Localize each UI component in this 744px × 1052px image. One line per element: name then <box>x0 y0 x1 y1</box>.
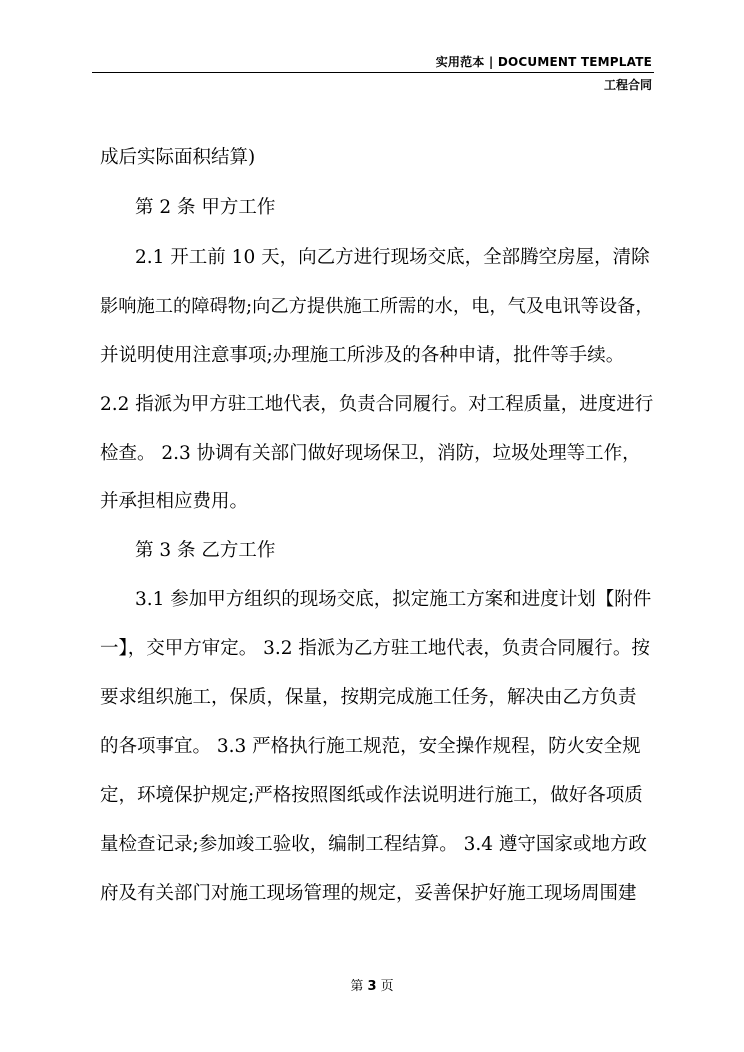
header-divider <box>92 72 654 73</box>
page-number <box>0 975 744 994</box>
paragraph-line: 成后实际面积结算) <box>100 147 256 168</box>
paragraph-line: 2.1 开工前 10 天，向乙方进行现场交底，全部腾空房屋，清除 <box>135 247 650 268</box>
header-title: 实用范本 | DOCUMENT TEMPLATE <box>435 55 652 69</box>
header-subtitle: 工程合同 <box>603 78 652 92</box>
paragraph-line: 一】，交甲方审定。 3.2 指派为乙方驻工地代表，负责合同履行。按 <box>100 638 650 659</box>
paragraph-line: 2.2 指派为甲方驻工地代表，负责合同履行。对工程质量，进度进行 <box>100 394 654 415</box>
paragraph-line: 并承担相应费用。 <box>100 491 249 512</box>
paragraph-line: 并说明使用注意事项;办理施工所涉及的各种申请，批件等手续。 <box>100 345 625 366</box>
section-heading: 第 2 条 甲方工作 <box>135 197 276 218</box>
paragraph-line: 影响施工的障碍物;向乙方提供施工所需的水，电，气及电讯等设备， <box>100 296 654 317</box>
paragraph-line: 量检查记录;参加竣工验收，编制工程结算。 3.4 遵守国家或地方政 <box>100 834 647 855</box>
paragraph-line: 定，环境保护规定;严格按照图纸或作法说明进行施工，做好各项质 <box>100 785 643 806</box>
paragraph-line: 的各项事宜。 3.3 严格执行施工规范，安全操作规程，防火安全规 <box>100 736 641 757</box>
paragraph-line: 3.1 参加甲方组织的现场交底，拟定施工方案和进度计划【附件 <box>135 589 652 610</box>
page-number-prefix: 第 <box>350 979 364 994</box>
page-number-value: 3 <box>367 979 377 994</box>
section-heading: 第 3 条 乙方工作 <box>135 540 276 561</box>
paragraph-line: 检查。 2.3 协调有关部门做好现场保卫，消防，垃圾处理等工作， <box>100 443 641 464</box>
page-number-suffix: 页 <box>380 979 394 994</box>
paragraph-line: 要求组织施工，保质，保量，按期完成施工任务，解决由乙方负责 <box>100 687 637 708</box>
paragraph-line: 府及有关部门对施工现场管理的规定，妥善保护好施工现场周围建 <box>100 883 637 904</box>
